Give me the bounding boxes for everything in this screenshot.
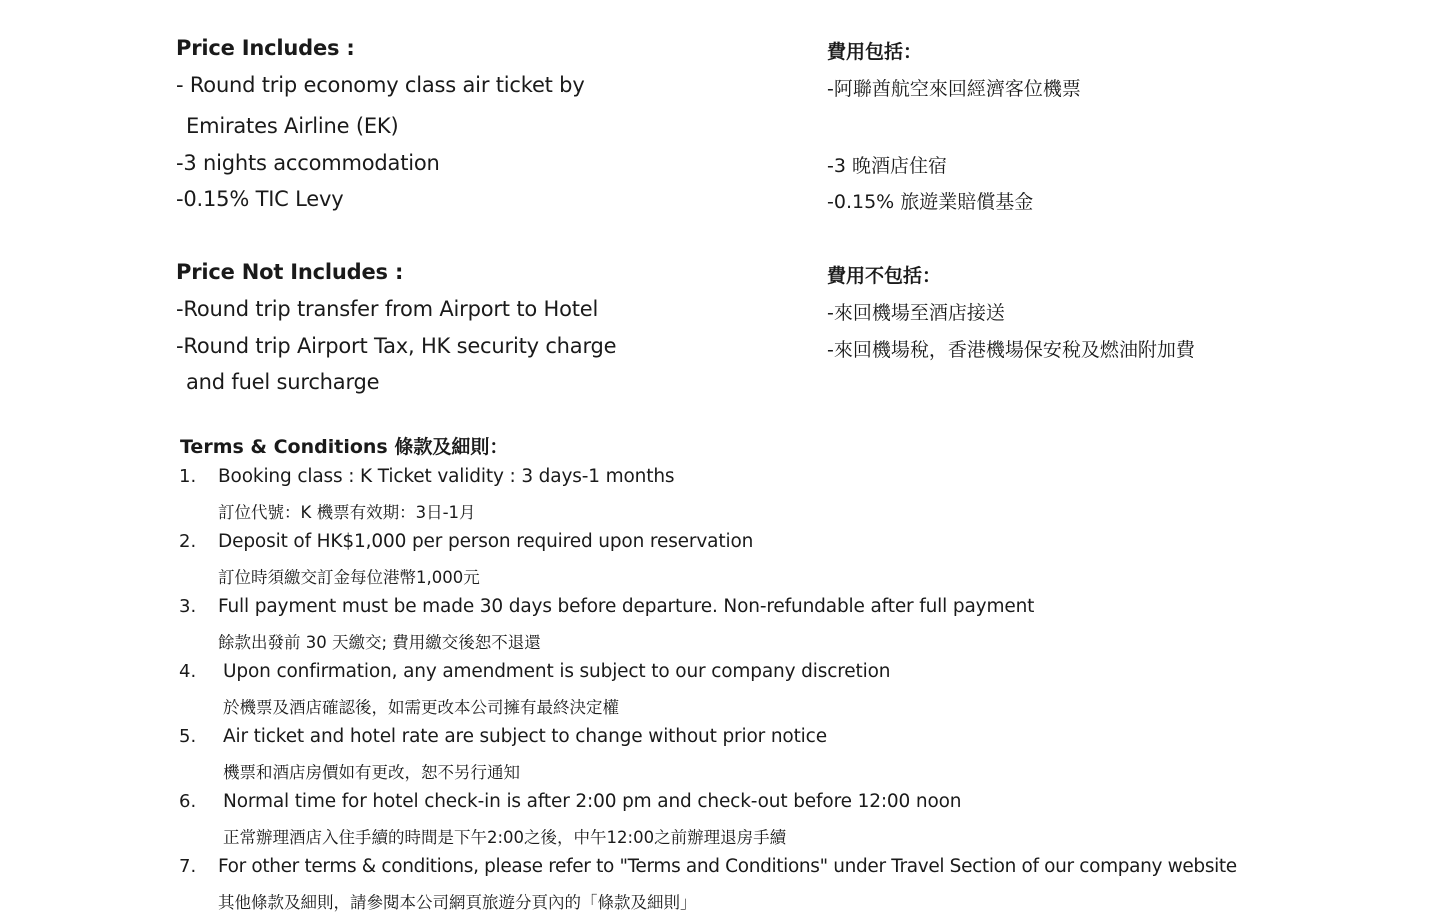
- includes-item-tic-levy-en: -0.15% TIC Levy: [176, 187, 344, 211]
- term-text-en: Deposit of HK$1,000 per person required upon reservation: [218, 531, 754, 552]
- includes-item-airline-en: Emirates Airline (EK): [186, 114, 399, 138]
- term-text-en: For other terms & conditions, please refer to "Terms and Conditions" under Travel Section of our company website: [218, 856, 1237, 877]
- term-number: 7.: [179, 856, 197, 877]
- includes-item-tic-levy-zh: -0.15% 旅遊業賠償基金: [827, 191, 1034, 213]
- term-text-zh: 機票和酒店房價如有更改，恕不另行通知: [223, 763, 520, 782]
- term-text-en: Upon confirmation, any amendment is subject to our company discretion: [223, 661, 891, 682]
- term-number: 6.: [179, 791, 197, 812]
- not-includes-item-tax-zh: -來回機場稅，香港機場保安稅及燃油附加費: [827, 339, 1195, 361]
- term-text-en: Normal time for hotel check-in is after 2:00 pm and check-out before 12:00 noon: [223, 791, 962, 812]
- term-text-zh: 餘款出發前 30 天繳交; 費用繳交後恕不退還: [218, 633, 541, 652]
- term-number: 2.: [179, 531, 197, 552]
- term-number: 5.: [179, 726, 197, 747]
- includes-item-air-ticket-zh: -阿聯酋航空來回經濟客位機票: [827, 78, 1081, 100]
- term-text-en: Air ticket and hotel rate are subject to change without prior notice: [223, 726, 827, 747]
- not-includes-item-transfer-zh: -來回機場至酒店接送: [827, 302, 1005, 324]
- includes-item-accommodation-zh: -3 晚酒店住宿: [827, 155, 947, 177]
- term-text-zh: 其他條款及細則，請參閱本公司網頁旅遊分頁內的「條款及細則」: [218, 893, 697, 912]
- term-text-zh: 正常辦理酒店入住手續的時間是下午2:00之後，中午12:00之前辦理退房手續: [223, 828, 787, 847]
- includes-item-accommodation-en: -3 nights accommodation: [176, 151, 440, 175]
- terms-heading: Terms & Conditions 條款及細則：: [180, 436, 509, 458]
- includes-item-air-ticket-en: - Round trip economy class air ticket by: [176, 73, 585, 97]
- not-includes-item-fuel-en: and fuel surcharge: [186, 370, 380, 394]
- price-not-includes-heading-zh: 費用不包括：: [827, 265, 942, 287]
- term-number: 3.: [179, 596, 197, 617]
- term-number: 1.: [179, 466, 197, 487]
- price-includes-heading-zh: 費用包括：: [827, 41, 923, 63]
- term-text-zh: 於機票及酒店確認後，如需更改本公司擁有最終決定權: [223, 698, 619, 717]
- price-not-includes-heading-en: Price Not Includes :: [176, 260, 404, 284]
- term-text-en: Booking class : K Ticket validity : 3 days-1 months: [218, 466, 675, 487]
- term-number: 4.: [179, 661, 197, 682]
- term-text-zh: 訂位代號：K 機票有效期：3日-1月: [218, 503, 476, 522]
- not-includes-item-tax-en: -Round trip Airport Tax, HK security charge: [176, 334, 617, 358]
- term-text-en: Full payment must be made 30 days before departure. Non-refundable after full payment: [218, 596, 1035, 617]
- price-includes-heading-en: Price Includes :: [176, 36, 355, 60]
- not-includes-item-transfer-en: -Round trip transfer from Airport to Hotel: [176, 297, 599, 321]
- term-text-zh: 訂位時須繳交訂金每位港幣1,000元: [218, 568, 480, 587]
